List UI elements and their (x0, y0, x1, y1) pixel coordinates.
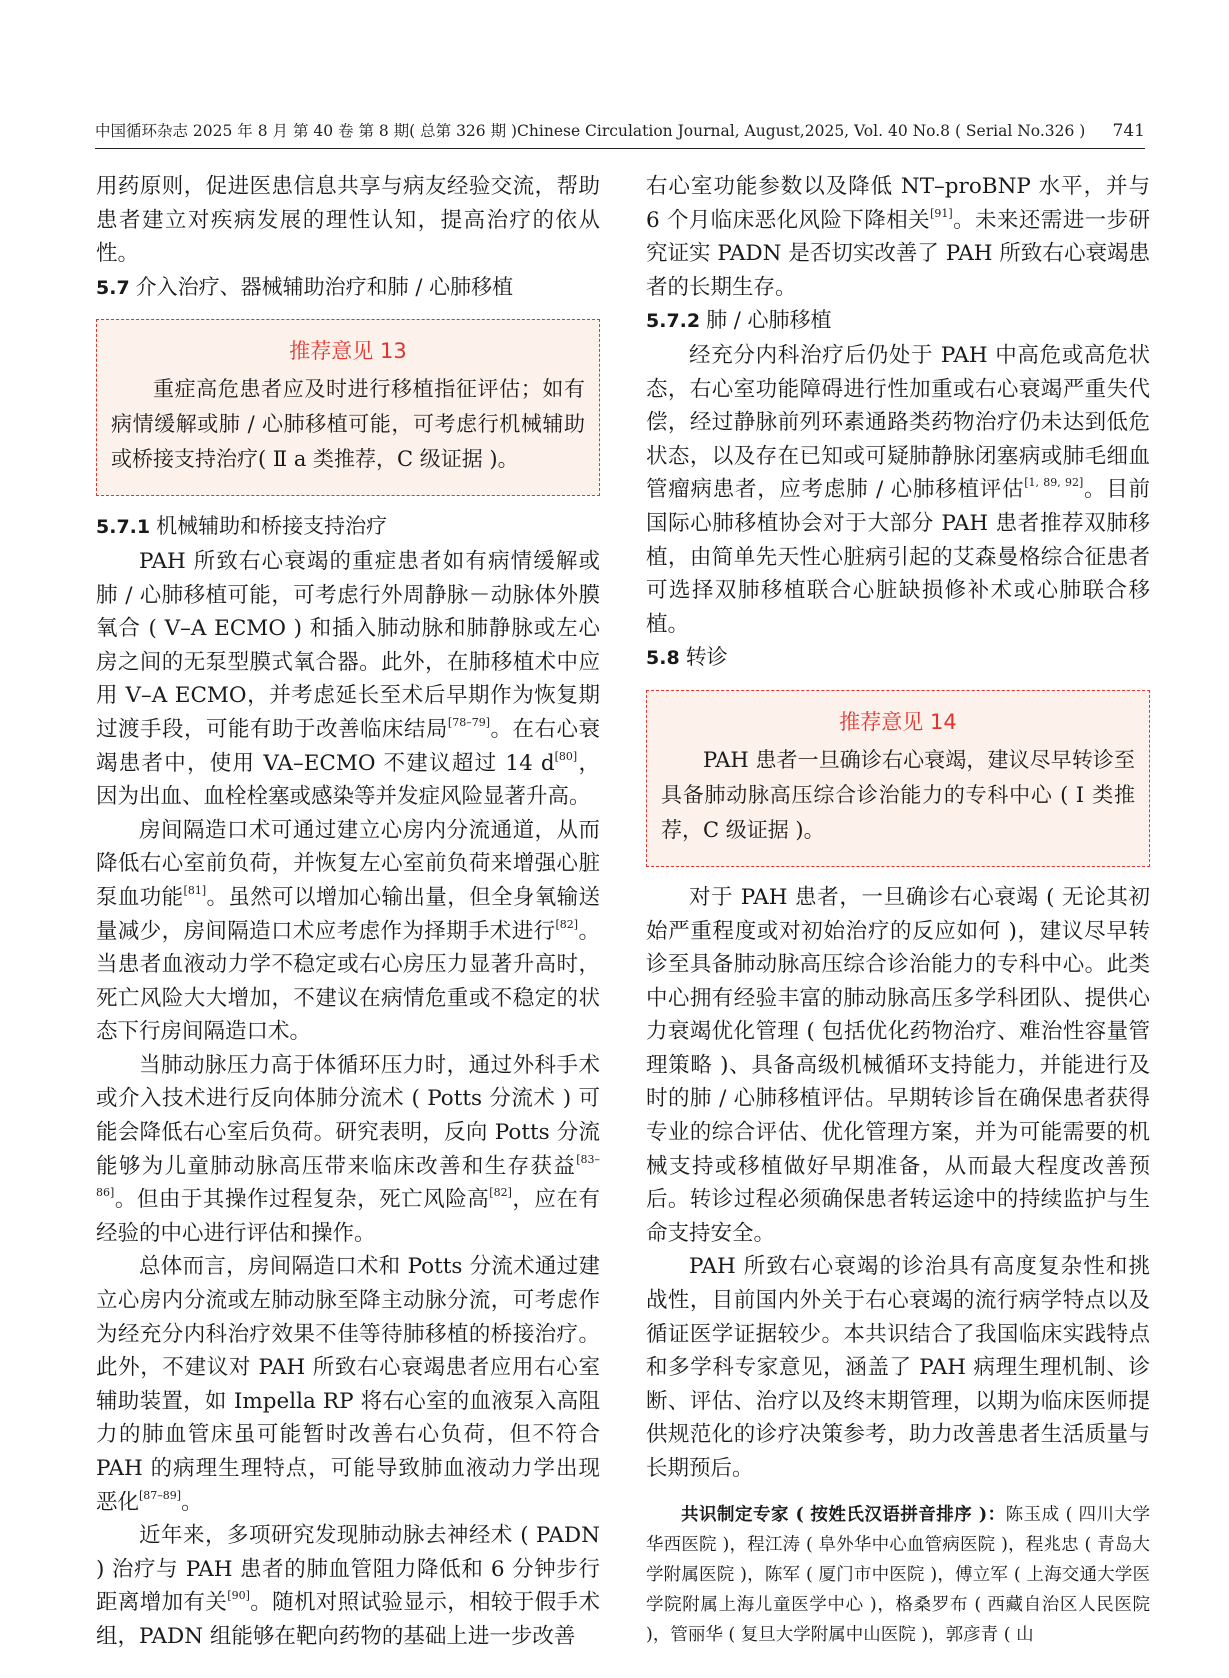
citation: [83–86] (96, 1152, 600, 1200)
paragraph (96, 1250, 600, 1519)
page-number: 741 (1112, 121, 1145, 141)
citation: [87–89] (139, 1488, 182, 1502)
recommendation-box-14 (646, 690, 1150, 867)
recommendation-title: 推荐意见 14 (839, 709, 957, 734)
recommendation-title: 推荐意见 13 (289, 339, 407, 364)
left-column (96, 170, 600, 1654)
text: 。虽然可以增加心输出量，但全身氧输送量减少，房间隔造口术应考虑作为择期手术进行 (96, 884, 600, 944)
section-heading-5-7-2 (646, 304, 1150, 339)
right-column (646, 170, 1150, 1650)
text: 。随机对照试验显示，相较于假手术组，PADN 组能够在靶向药物的基础上进一步改善 (96, 1590, 600, 1649)
text: 总体而言，房间隔造口术和 Potts 分流术通过建立心房内分流或左肺动脉至降主动脉分流，可考虑作为经充分内科治疗效果不佳等待肺移植的桥接治疗。此外，不建议对 PAH 所致右心衰竭患者应用右心室辅助装置，如 Impella RP 将右心室的血液泵入高阻力的肺血管床虽可能暂时改善右心负荷，但不符合 PAH 的病理生理特点，可能导致肺血液动力学出现恶化 (96, 1254, 600, 1515)
consensus-experts (646, 1500, 1150, 1650)
text: 当肺动脉压力高于体循环压力时，通过外科手术或介入技术进行反向体肺分流术 ( Potts 分流术 ) 可能会降低右心室后负荷。研究表明，反向 Potts 分流能够为儿童肺动脉高压带来临床改善和生存获益 (96, 1052, 600, 1179)
text: 右心室功能参数以及降低 NT–proBNP 水平，并与 6 个月临床恶化风险下降相关 (646, 174, 1150, 233)
experts-list: 陈玉成 ( 四川大学华西医院 )，程江涛 ( 阜外华中心血管病医院 )，程兆忠 ( 青岛大学附属医院 )，陈军 ( 厦门市中医院 )，傅立军 ( 上海交通大学医学院附属上海儿童医学中心 )，格桑罗布 ( 西藏自治区人民医院 )，管丽华 ( 复旦大学附属中山医院 )，郭彦青 ( 山 (646, 1504, 1150, 1645)
section-heading-5-7 (96, 271, 600, 306)
text: 。在右心衰竭患者中，使用 VA–ECMO 不建议超过 14 d (96, 716, 600, 776)
text: 。当患者血液动力学不稳定或右心房压力显著升高时，死亡风险大大增加，不建议在病情危重或不稳定的状态下行房间隔造口术。 (96, 918, 600, 1045)
paragraph (96, 814, 600, 1049)
section-number: 5.7 (96, 276, 130, 299)
text: 房间隔造口术可通过建立心房内分流通道，从而降低右心室前负荷，并恢复左心室前负荷来增强心脏泵血功能 (96, 817, 600, 910)
text: 近年来，多项研究发现肺动脉去神经术 ( PADN ) 治疗与 PAH 患者的肺血管阻力降低和 6 分钟步行距离增加有关 (96, 1523, 600, 1616)
recommendation-body: PAH 患者一旦确诊右心衰竭，建议尽早转诊至具备肺动脉高压综合诊治能力的专科中心 ( Ⅰ 类推荐，C 级证据 )。 (661, 747, 1135, 842)
recommendation-body: 重症高危患者应及时进行移植指征评估；如有病情缓解或肺 / 心肺移植可能，可考虑行机械辅助或桥接支持治疗( Ⅱ a 类推荐，C 级证据 )。 (111, 377, 585, 472)
experts-label: 共识制定专家 ( 按姓氏汉语拼音排序 )： (681, 1504, 1006, 1525)
paragraph: PAH 所致右心衰竭的诊治具有高度复杂性和挑战性，目前国内外关于右心衰竭的流行病学特点以及循证医学证据较少。本共识结合了我国临床实践特点和多学科专家意见，涵盖了 PAH 病理生理机制、诊断、评估、治疗以及终末期管理，以期为临床医师提供规范化的诊疗决策参考，助力改善患者生活质量与长期预后。 (646, 1254, 1150, 1481)
paragraph (96, 1519, 600, 1653)
citation: [82] (489, 1186, 512, 1200)
text: 。目前国际心肺移植协会对于大部分 PAH 患者推荐双肺移植，由简单先天性心脏病引起的艾森曼格综合征患者可选择双肺移植联合心脏缺损修补术或心肺联合移植。 (646, 477, 1150, 637)
paragraph (646, 339, 1150, 641)
section-number: 5.8 (646, 647, 680, 670)
section-title: 肺 / 心肺移植 (706, 308, 832, 333)
paragraph (96, 545, 600, 814)
citation: [91] (930, 206, 953, 220)
citation: [90] (227, 1589, 250, 1603)
journal-citation: 中国循环杂志 2025 年 8 月 第 40 卷 第 8 期( 总第 326 期 )Chinese Circulation Journal, August,2025, Vol. 40 No.8 ( Serial No.326 ) (95, 122, 1086, 140)
text: ，因为出血、血栓栓塞或感染等并发症风险显著升高。 (96, 750, 600, 810)
section-heading-5-8 (646, 641, 1150, 676)
text: PAH 所致右心衰竭的重症患者如有病情缓解或肺 / 心肺移植可能，可考虑行外周静脉－动脉体外膜氧合 ( V–A ECMO ) 和插入肺动脉和肺静脉或左心房之间的无泵型膜式氧合器。此外，在肺移植术中应用 V–A ECMO，并考虑延长至术后早期作为恢复期过渡手段，可能有助于改善临床结局 (96, 548, 600, 742)
citation: [82] (555, 917, 579, 931)
paragraph: 用药原则，促进医患信息共享与病友经验交流，帮助患者建立对疾病发展的理性认知，提高治疗的依从性。 (96, 174, 600, 267)
section-title: 介入治疗、器械辅助治疗和肺 / 心肺移植 (135, 274, 514, 299)
section-number: 5.7.2 (646, 310, 701, 333)
paragraph: 对于 PAH 患者，一旦确诊右心衰竭 ( 无论其初始严重程度或对初始治疗的反应如何 )，建议尽早转诊至具备肺动脉高压综合诊治能力的专科中心。此类中心拥有经验丰富的肺动脉高压多学科团队、提供心力衰竭优化管理 ( 包括优化药物治疗、难治性容量管理策略 )、具备高级机械循环支持能力，并能进行及时的肺 / 心肺移植评估。早期转诊旨在确保患者获得专业的综合评估、优化管理方案，并为可能需要的机械支持或移植做好早期准备，从而最大程度改善预后。转诊过程必须确保患者转运途中的持续监护与生命支持安全。 (646, 884, 1150, 1246)
text: 。未来还需进一步研究证实 PADN 是否切实改善了 PAH 所致右心衰竭患者的长期生存。 (646, 207, 1150, 300)
paragraph (646, 170, 1150, 304)
citation: [81] (183, 883, 207, 897)
section-number: 5.7.1 (96, 516, 151, 539)
text: ，应在有经验的中心进行评估和操作。 (96, 1187, 600, 1246)
paragraph (96, 1049, 600, 1251)
section-title: 转诊 (685, 645, 728, 670)
citation: [78–79] (447, 715, 490, 729)
text: 经充分内科治疗后仍处于 PAH 中高危或高危状态，右心室功能障碍进行性加重或右心衰竭严重失代偿，经过静脉前列环素通路类药物治疗仍未达到低危状态，以及存在已知或可疑肺静脉闭塞病或肺毛细血管瘤病患者，应考虑肺 / 心肺移植评估 (646, 342, 1150, 503)
citation: [1, 89, 92] (1024, 476, 1084, 490)
citation: [80] (554, 749, 578, 763)
running-header (95, 118, 1145, 149)
section-heading-5-7-1 (96, 510, 600, 545)
recommendation-box-13 (96, 319, 600, 496)
text: 。但由于其操作过程复杂，死亡风险高 (114, 1187, 490, 1213)
section-title: 机械辅助和桥接支持治疗 (156, 514, 388, 539)
text: 。 (181, 1489, 203, 1515)
